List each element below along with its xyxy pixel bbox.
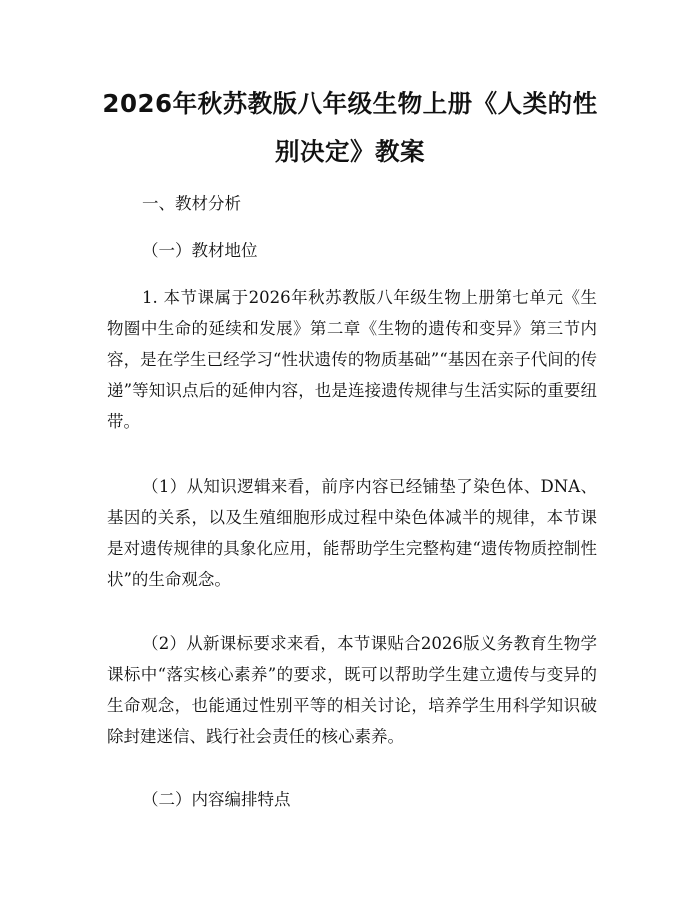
subsection-heading-content-arrangement: （二）内容编排特点 bbox=[142, 790, 291, 809]
document-title: 2026年秋苏教版八年级生物上册《人类的性别决定》教案 bbox=[102, 89, 598, 166]
paragraph-curriculum-requirements: （2）从新课标要求来看，本节课贴合2026版义务教育生物学课标中“落实核心素养”的要求，既可以帮助学生建立遗传与变异的生命观念，也能通过性别平等的相关讨论，培养学生用科学知识破除封建迷信、践行社会责任的核心素养。 bbox=[107, 634, 597, 746]
subsection-heading-textbook-position: （一）教材地位 bbox=[142, 241, 258, 260]
paragraph-course-position: 1. 本节课属于2026年秋苏教版八年级生物上册第七单元《生物圈中生命的延续和发展》第二章《生物的遗传和变异》第三节内容，是在学生已经学习“性状遗传的物质基础”“基因在亲子代间的传递”等知识点后的延伸内容，也是连接遗传规律与生活实际的重要纽带。 bbox=[107, 288, 597, 431]
paragraph-knowledge-logic: （1）从知识逻辑来看，前序内容已经铺垫了染色体、DNA、基因的关系，以及生殖细胞形成过程中染色体减半的规律，本节课是对遗传规律的具象化应用，能帮助学生完整构建“遗传物质控制性状”的生命观念。 bbox=[107, 477, 597, 589]
section-heading-textbook-analysis: 一、教材分析 bbox=[142, 194, 241, 213]
